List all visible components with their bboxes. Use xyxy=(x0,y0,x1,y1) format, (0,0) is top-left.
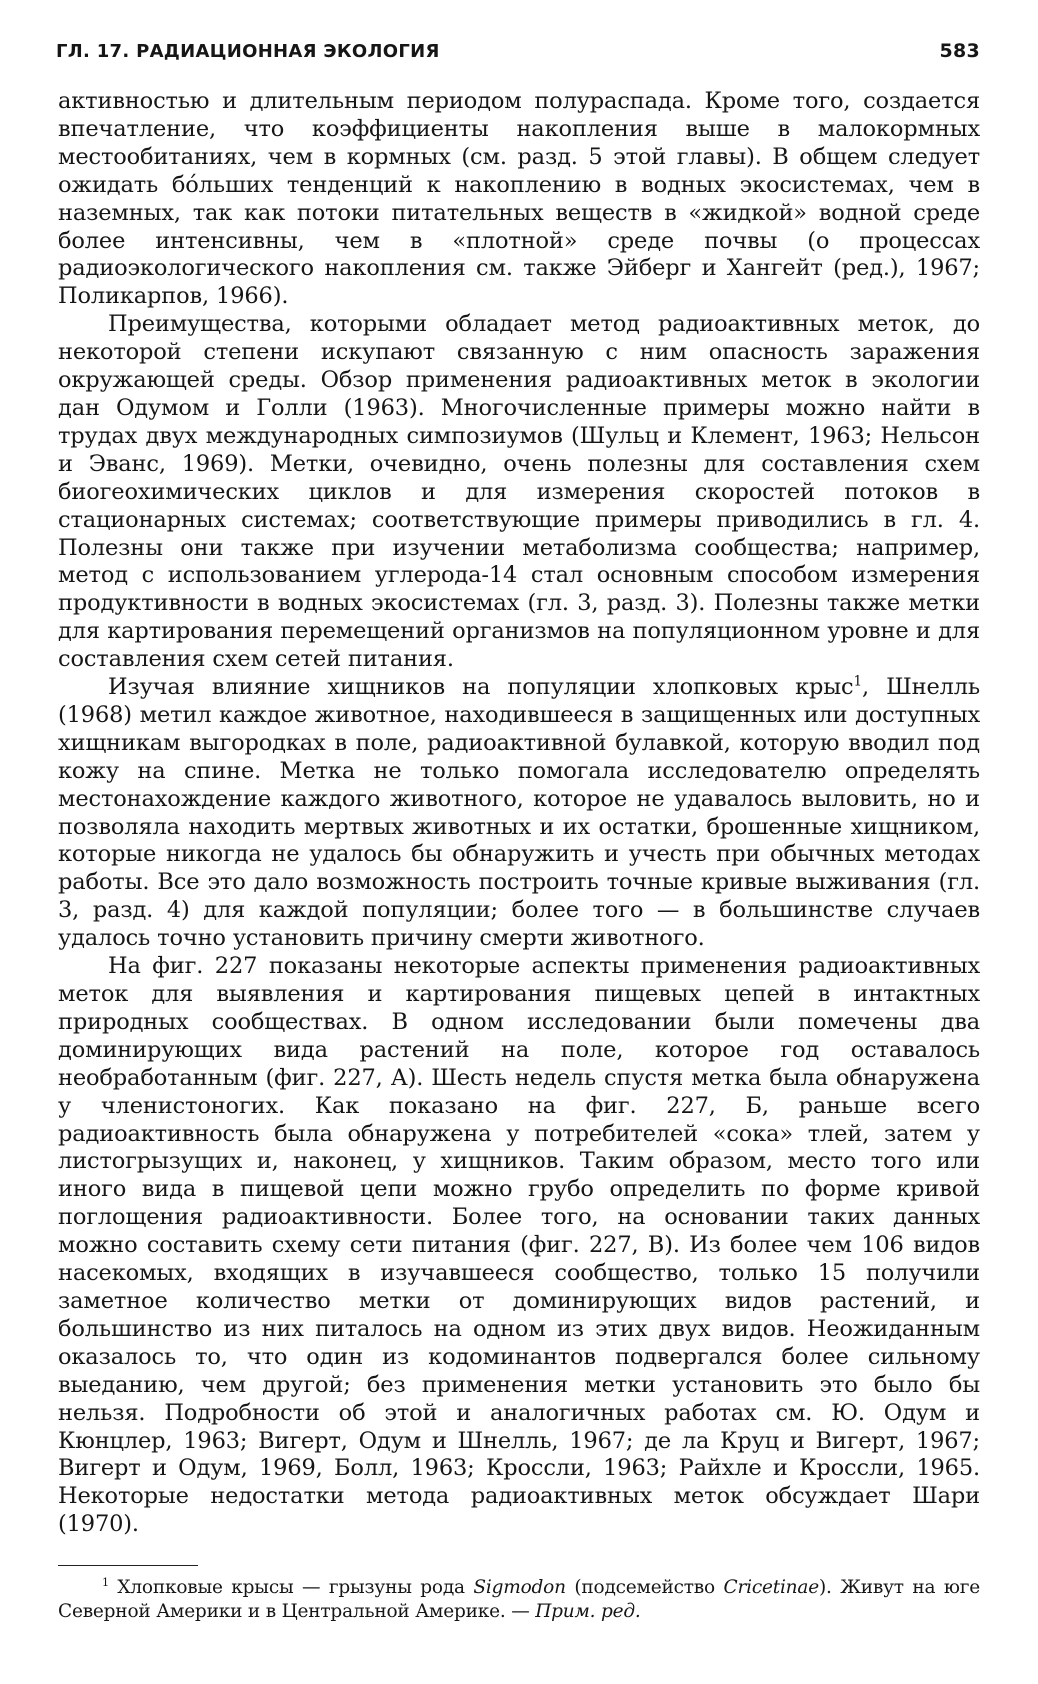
footnote-divider xyxy=(58,1565,198,1566)
footnote-subfamily: Cricetinae xyxy=(723,1577,819,1599)
footnote-reference: 1 xyxy=(853,673,862,690)
paragraph-4: На фиг. 227 показаны некоторые аспекты применения радиоактивных меток для выявления и картирования пищевых цепей в интактных природных сообществах. В одном исследовании были помечены два доминирующих вида растений на поле, которое год оставалось необработанным (фиг. 227, А). Шесть недель спустя метка была обнаружена у членистоногих. Как показано на фиг. 227, Б, раньше всего радиоактивность была обнаружена у потребителей «сока» тлей, затем у листогрызущих и, наконец, у хищников. Таким образом, место того или иного вида в пищевой цепи можно грубо определить по форме кривой поглощения радиоактивности. Более того, на основании таких данных можно составить схему сети питания (фиг. 227, В). Из более чем 106 видов насекомых, входящих в изучавшееся сообщество, только 15 получили заметное количество метки от доминирующих видов растений, и большинство из них питалось на одном из этих двух видов. Неожиданным оказалось то, что один из кодоминантов подвергался более сильному выеданию, чем другой; без применения метки установить это было бы нельзя. Подробности об этой и аналогичных работах см. Ю. Одум и Кюнцлер, 1963; Вигерт, Одум и Шнелль, 1967; де ла Круц и Вигерт, 1967; Вигерт и Одум, 1969, Болл, 1963; Кроссли, 1963; Райхле и Кроссли, 1965. Некоторые недостатки метода радиоактивных меток обсуждает Шари (1970). xyxy=(58,953,980,1538)
footnote-editor-note: Прим. ред. xyxy=(535,1601,641,1623)
paragraph-2: Преимущества, которыми обладает метод радиоактивных меток, до некоторой степени искупают связанную с ним опасность заражения окружающей среды. Обзор применения радиоактивных меток в экологии дан Одумом и Голли (1963). Многочисленные примеры можно найти в трудах двух международных симпозиумов (Шульц и Клемент, 1963; Нельсон и Эванс, 1969). Метки, очевидно, очень полезны для составления схем биогеохимических циклов и для измерения скоростей потоков в стационарных системах; соответствующие примеры приводились в гл. 4. Полезны они также при изучении метаболизма сообщества; например, метод с использованием углерода-14 стал основным способом измерения продуктивности в водных экосистемах (гл. 3, разд. 3). Полезны также метки для картирования перемещений организмов на популяционном уровне и для составления схем сетей питания. xyxy=(58,311,980,673)
footnote-text-3: ). Живут на юге Северной Америки и в Центральной Америке. — xyxy=(58,1577,981,1623)
paragraph-3-start: Изучая влияние хищников на популяции хлопковых крыс xyxy=(108,674,854,701)
footnote-text-2: (подсемейство xyxy=(565,1577,724,1599)
footnote xyxy=(58,1576,980,1624)
page-number: 583 xyxy=(939,40,980,62)
paragraph-3-rest: , Шнелль (1968) метил каждое животное, находившееся в защищенных или доступных хищникам выгородках в поле, радиоактивной булавкой, которую вводил под кожу на спине. Метка не только помогала исследователю определять местонахождение каждого животного, которое не удавалось выловить, но и позволяла находить мертвых животных и их остатки, брошенные хищником, которые никогда не удалось бы обнаружить и учесть при обычных методах работы. Все это дало возможность построить точные кривые выживания (гл. 3, разд. 4) для каждой популяции; более того — в большинстве случаев удалось точно установить причину смерти животного. xyxy=(58,674,980,952)
footnote-text-1: Хлопковые крысы — грызуны рода xyxy=(108,1577,474,1599)
book-page xyxy=(58,40,980,1660)
footnote-genus: Sigmodon xyxy=(473,1577,566,1599)
footnote-mark: 1 xyxy=(102,1575,109,1589)
running-title: ГЛ. 17. РАДИАЦИОННАЯ ЭКОЛОГИЯ xyxy=(56,41,440,62)
paragraph-3 xyxy=(58,674,980,953)
main-text xyxy=(58,88,980,1539)
running-header xyxy=(56,40,980,74)
paragraph-1: активностью и длительным периодом полураспада. Кроме того, создается впечатление, что коэффициенты накопления выше в малокормных местообитаниях, чем в кормных (см. разд. 5 этой главы). В общем следует ожидать бо́льших тенденций к накоплению в водных экосистемах, чем в наземных, так как потоки питательных веществ в «жидкой» водной среде более интенсивны, чем в «плотной» среде почвы (о процессах радиоэкологического накопления см. также Эйберг и Хангейт (ред.), 1967; Поликарпов, 1966). xyxy=(58,88,980,310)
